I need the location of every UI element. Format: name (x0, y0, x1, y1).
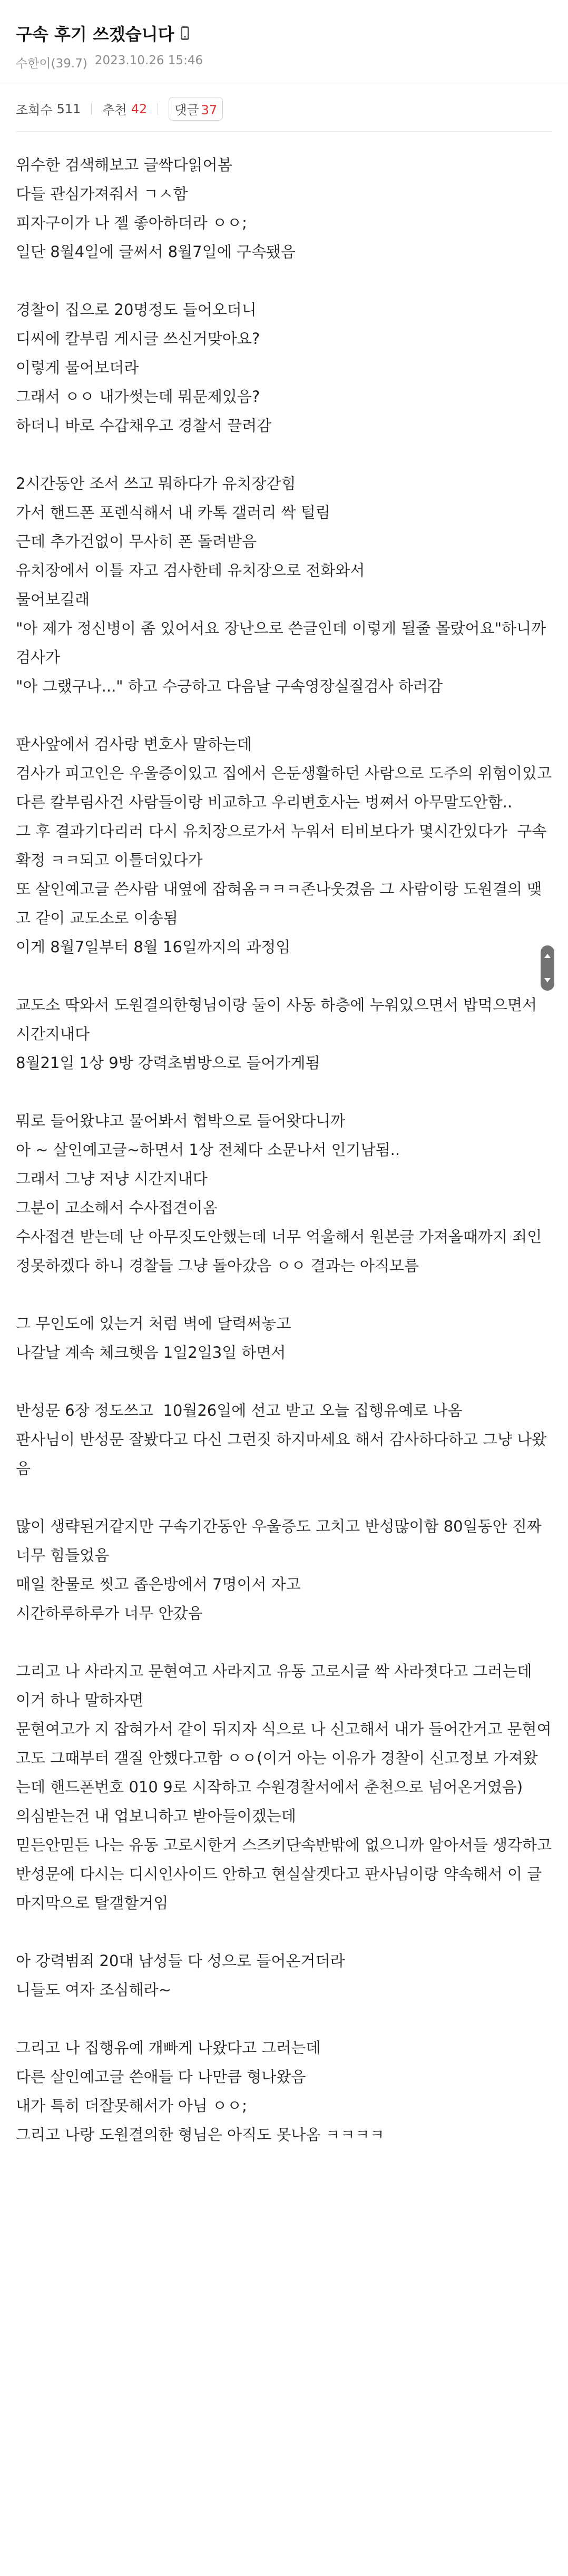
paragraph-gap (16, 1078, 552, 1107)
paragraph-gap (16, 2005, 552, 2034)
body-line: "아 제가 정신병이 좀 있어서요 장난으로 쓴글인데 이렇게 될줄 몰랐어요"하니까 검사가 (16, 619, 551, 666)
body-line: 문현여고가 지 잡혀가서 같이 뒤지자 식으로 나 신고해서 내가 들어간거고 문현여고도 그때부터 갤질 안했다고함 ㅇㅇ(이거 아는 이유가 경찰이 신고정보 가져왔는데 핸드폰번호 010 9로 시작하고 수원경찰서에서 춘천으로 넘어온거였음) (16, 1720, 552, 1796)
body-line: 판사님이 반성문 잘봤다고 다신 그런짓 하지마세요 해서 감사하다하고 그냥 나왔음 (16, 1430, 547, 1477)
body-line: 위수한 검색해보고 글싹다읽어봄 (16, 156, 232, 174)
body-line: 시간하루하루가 너무 안갔음 (16, 1604, 203, 1622)
body-line: 나갈날 계속 체크햇음 1일2일3일 하면서 (16, 1344, 286, 1361)
body-line: 의심받는건 내 업보니하고 받아들이겠는데 (16, 1807, 296, 1825)
paragraph-gap (16, 1628, 552, 1657)
post-title: 구속 후기 쓰겠습니다 (16, 24, 174, 44)
comments-button[interactable] (169, 97, 223, 121)
body-line: 그리고 나 집행유예 개빠게 나왔다고 그러는데 (16, 2039, 321, 2057)
paragraph-gap (16, 267, 552, 295)
scroll-handle-icon[interactable] (541, 945, 554, 991)
body-line: 이게 8월7일부터 8월 16일까지의 과정임 (16, 938, 291, 956)
body-line: 그분이 고소해서 수사접견이옴 (16, 1199, 218, 1217)
paragraph-gap (16, 1280, 552, 1309)
body-line: 니들도 여자 조심해라~ (16, 1981, 171, 1999)
body-line: 그래서 그냥 저냥 시간지내다 (16, 1170, 208, 1188)
body-line: 수사접견 받는데 난 아무짓도안했는데 너무 억울해서 원본글 가져올때까지 죄인정못하겠다 하니 경찰들 그냥 돌아갔음 ㅇㅇ 결과는 아직모름 (16, 1228, 542, 1275)
body-line: 반성문에 다시는 디시인사이드 안하고 현실살겟다고 판사님이랑 약속해서 이 글 마지막으로 탈갤할거임 (16, 1865, 547, 1912)
body-line: 그 무인도에 있는거 처럼 벽에 달력써놓고 (16, 1315, 291, 1333)
body-line: 반성문 6장 정도쓰고 10월26일에 선고 받고 오늘 집행유예로 나옴 (16, 1401, 463, 1419)
post-date: 2023.10.26 15:46 (94, 54, 203, 67)
post-stats (0, 84, 568, 131)
body-line: 많이 생략된거같지만 구속기간동안 우울증도 고치고 반성많이함 80일동안 진짜 너무 힘들었음 (16, 1517, 547, 1564)
body-line: 판사앞에서 검사랑 변호사 말하는데 (16, 735, 252, 753)
body-line: "아 그랬구나..." 하고 수긍하고 다음날 구속영장실질검사 하러감 (16, 677, 443, 695)
post-body (0, 132, 568, 2149)
body-line: 또 살인예고글 쓴사람 내옆에 잡혀옴ㅋㅋㅋ존나웃겼음 그 사람이랑 도원결의 맺고 같이 교도소로 이송됨 (16, 880, 542, 927)
body-line: 가서 핸드폰 포렌식해서 내 카톡 갤러리 싹 털림 (16, 504, 330, 521)
paragraph-gap (16, 1483, 552, 1512)
body-line: 유치장에서 이틀 자고 검사한테 유치장으로 전화와서 (16, 561, 365, 579)
body-line: 그래서 ㅇㅇ 내가썻는데 뭐문제있음? (16, 388, 260, 406)
body-line: 물어보길래 (16, 590, 90, 608)
stats-divider (91, 103, 92, 115)
body-line: 경찰이 집으로 20명정도 들어오더니 (16, 301, 257, 319)
views-count: 511 (56, 101, 81, 116)
body-line: 다들 관심가져줘서 ㄱㅅ함 (16, 185, 188, 203)
body-line: 아 ~ 살인예고글~하면서 1상 전체다 소문나서 인기남됨.. (16, 1141, 400, 1159)
body-line: 근데 추가건없이 무사히 폰 돌려받음 (16, 532, 257, 550)
body-line: 피자구이가 나 젤 좋아하더라 ㅇㅇ; (16, 214, 247, 232)
body-line: 하더니 바로 수갑채우고 경찰서 끌려감 (16, 417, 272, 435)
body-line: 8월21일 1상 9방 강력초범방으로 들어가게됨 (16, 1054, 320, 1072)
paragraph-gap (16, 962, 552, 991)
paragraph-gap (16, 701, 552, 730)
mobile-phone-icon (181, 26, 189, 40)
body-line: 그리고 나 사라지고 문현여고 사라지고 유동 고로시글 싹 사라졋다고 그러는데 (16, 1662, 532, 1680)
body-line: 2시간동안 조서 쓰고 뭐하다가 유치장갇힘 (16, 475, 296, 492)
views-label: 조회수 (16, 103, 53, 117)
body-line: 믿든안믿든 나는 유동 고로시한거 스즈키단속반밖에 없으니까 알아서들 생각하고 (16, 1836, 552, 1854)
body-line: 그리고 나랑 도원결의한 형님은 아직도 못나옴 ㅋㅋㅋㅋ (16, 2126, 385, 2144)
body-line: 아 강력범죄 20대 남성들 다 성으로 들어온거더라 (16, 1952, 345, 1970)
recommend-count: 42 (131, 101, 148, 116)
body-line: 내가 특히 더잘못해서가 아님 ㅇㅇ; (16, 2097, 247, 2115)
paragraph-gap (16, 1918, 552, 1947)
paragraph-gap (16, 1367, 552, 1396)
post-meta (16, 54, 552, 71)
title-row (16, 21, 552, 45)
body-line: 이거 하나 말하자면 (16, 1691, 144, 1709)
body-line: 뭐로 들어왔냐고 물어봐서 협박으로 들어왓다니까 (16, 1112, 346, 1130)
body-line: 다른 살인예고글 쓴애들 다 나만큼 형나왔음 (16, 2068, 306, 2086)
post-header (0, 0, 568, 71)
comments-label: 댓글 (174, 103, 199, 117)
body-line: 디씨에 칼부림 게시글 쓰신거맞아요? (16, 330, 260, 348)
post-author[interactable]: 수한이(39.7) (16, 57, 87, 71)
paragraph-gap (16, 440, 552, 469)
body-line: 검사가 피고인은 우울증이있고 집에서 은둔생활하던 사람으로 도주의 위험이있고 다른 칼부림사건 사람들이랑 비교하고 우리변호사는 벙쪄서 아무말도안함.. (16, 764, 557, 811)
body-line: 이렇게 물어보더라 (16, 359, 139, 377)
comments-count: 37 (201, 103, 218, 117)
body-line: 일단 8월4일에 글써서 8월7일에 구속됐음 (16, 243, 296, 261)
body-line: 그 후 결과기다리러 다시 유치장으로가서 누워서 티비보다가 몇시간있다가 구속확정 ㅋㅋ되고 이틀더있다가 (16, 822, 547, 869)
body-line: 매일 찬물로 씻고 좁은방에서 7명이서 자고 (16, 1575, 301, 1593)
body-line: 교도소 딱와서 도원결의한형님이랑 둘이 사동 하층에 누워있으면서 밥먹으면서 시간지내다 (16, 996, 542, 1043)
recommend-label: 추천 (102, 103, 127, 117)
